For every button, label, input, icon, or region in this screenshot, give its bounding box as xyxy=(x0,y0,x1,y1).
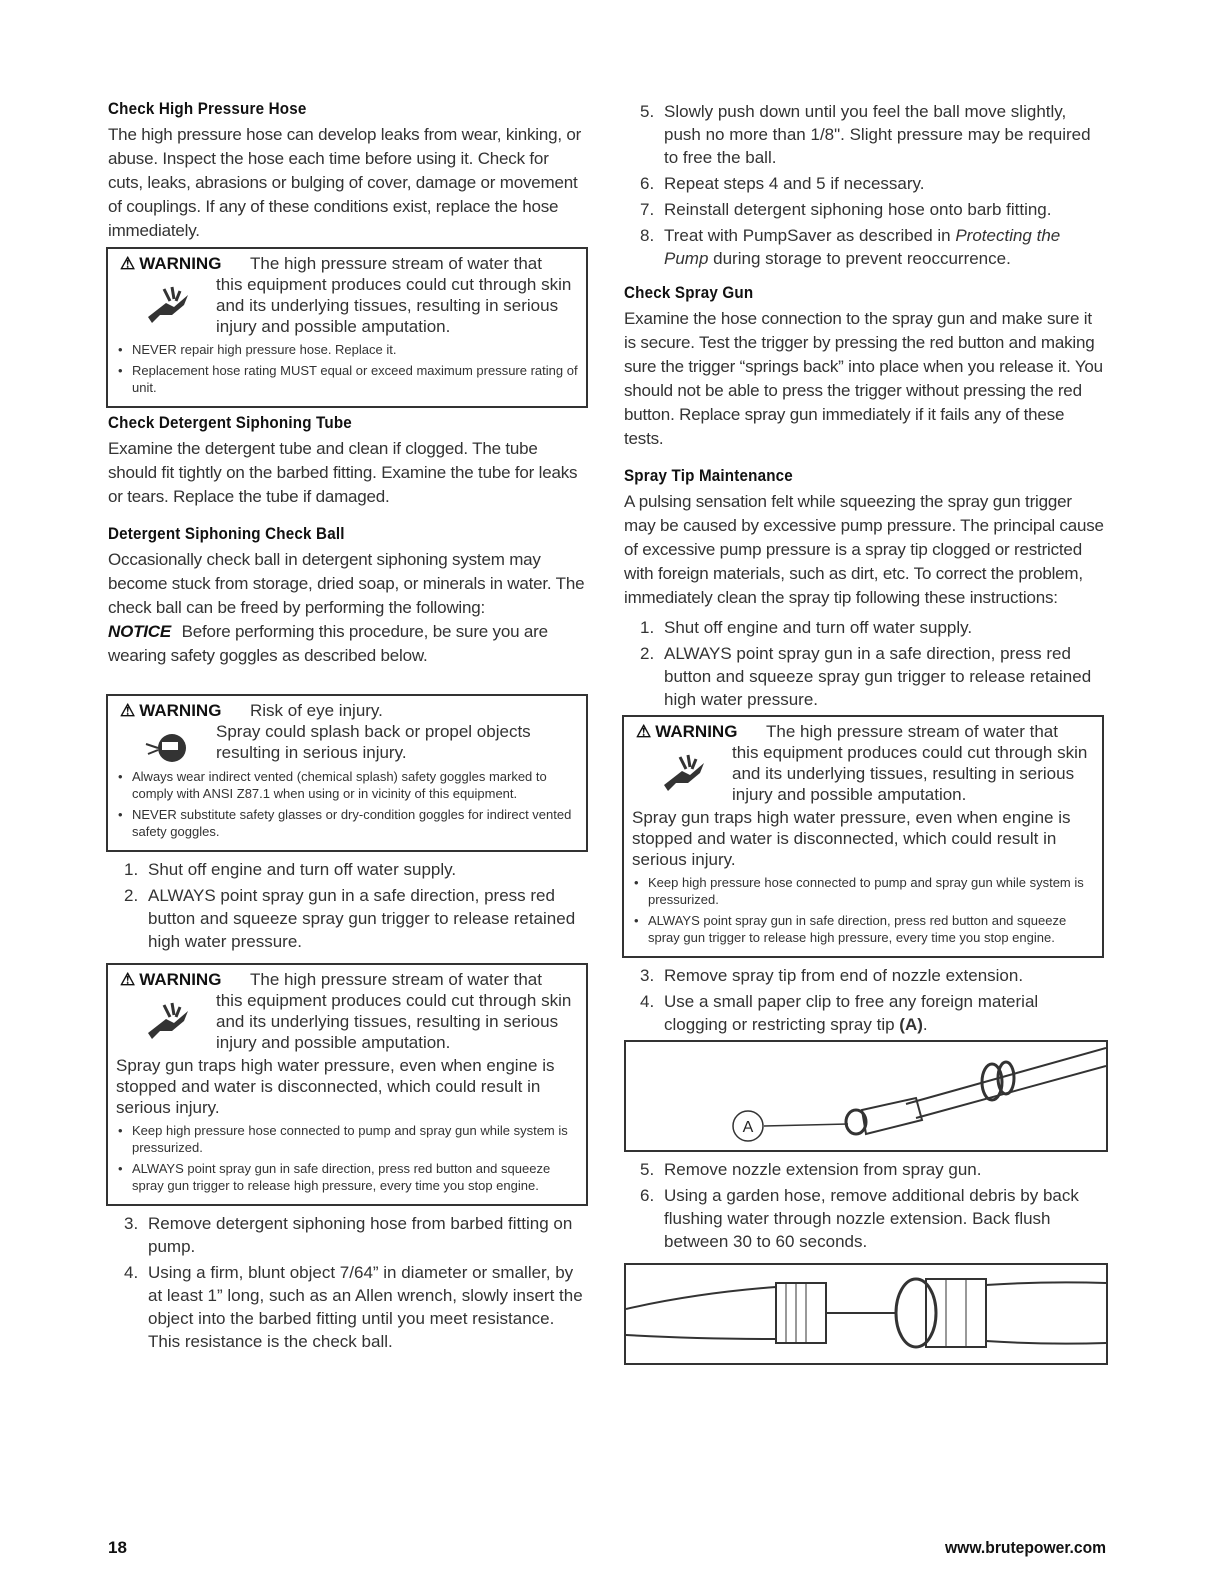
section-heading: Check Spray Gun xyxy=(624,284,754,302)
right-column xyxy=(624,100,1104,1371)
warning-label: ⚠ WARNING xyxy=(636,722,738,741)
section-spray-tip xyxy=(624,467,1104,610)
step-item: 5. Remove nozzle extension from spray gun. xyxy=(640,1160,982,1179)
warning-header xyxy=(116,700,578,764)
step-item: 3. Remove detergent siphoning hose from barbed fitting on pump. xyxy=(124,1214,573,1256)
warning-bullet: • ALWAYS point spray gun in safe direction, press red button and squeeze spray gun trigger to release high pressure, every time you stop engine. xyxy=(648,912,1094,946)
step-item: 6. Using a garden hose, remove additional debris by back flushing water through nozzle extension. Back flush between 30 to 60 seconds. xyxy=(640,1186,1079,1251)
protecting-pump-reference: Protecting the Pump xyxy=(664,226,1061,268)
step-item: 1. Shut off engine and turn off water supply. xyxy=(640,618,973,637)
step-item: 8. Treat with PumpSaver as described in Protecting the Pump during storage to prevent reoccurrence. xyxy=(640,226,1061,268)
step-item: 4. Using a firm, blunt object 7/64” in diameter or smaller, by at least 1” long, such as an Allen wrench, slowly insert the object into the barbed fitting until you meet resistance. This resistance is the check ball. xyxy=(124,1263,583,1351)
notice-text: Before performing this procedure, be sure you are wearing safety goggles as described below. xyxy=(108,622,548,665)
section-text: Occasionally check ball in detergent siphoning system may become stuck from storage, dried soap, or minerals in water. The check ball can be freed by performing the following: xyxy=(108,550,585,617)
spray-tip-diagram xyxy=(626,1042,1106,1150)
warning-text: this equipment produces could cut through skin and its underlying tissues, resulting in serious injury and possible amputation. xyxy=(216,991,572,1052)
warning-first-line: The high pressure stream of water that xyxy=(766,722,1058,741)
warning-box-pressure-right xyxy=(622,715,1104,958)
notice-label: NOTICE xyxy=(108,622,172,641)
section-check-ball xyxy=(108,525,588,668)
warning-extra-text: Spray gun traps high water pressure, even when engine is stopped and water is disconnected, which could result in serious injury. xyxy=(632,808,1071,869)
warning-text: this equipment produces could cut through skin and its underlying tissues, resulting in serious injury and possible amputation. xyxy=(216,275,572,336)
warning-label: ⚠ WARNING xyxy=(120,254,222,273)
nozzle-hose-diagram xyxy=(626,1265,1106,1363)
warning-extra-text: Spray gun traps high water pressure, even when engine is stopped and water is disconnected, which could result in serious injury. xyxy=(116,1056,555,1117)
steps-list xyxy=(108,1212,588,1353)
warning-triangle-icon: ⚠ xyxy=(120,701,136,720)
warning-bullet: • Replacement hose rating MUST equal or exceed maximum pressure rating of unit. xyxy=(132,362,578,396)
steps-list xyxy=(624,964,1104,1036)
left-column xyxy=(108,100,588,1356)
steps-list xyxy=(108,858,588,953)
page-number: 18 xyxy=(108,1538,127,1557)
steps-list xyxy=(624,100,1104,270)
hand-injury-icon xyxy=(660,749,708,797)
step-item: 2. ALWAYS point spray gun in a safe direction, press red button and squeeze spray gun trigger to release retained high water pressure. xyxy=(124,886,576,951)
website-link[interactable]: www.brutepower.com xyxy=(944,1538,1106,1557)
warning-first-line: The high pressure stream of water that xyxy=(250,254,542,273)
section-text: The high pressure hose can develop leaks from wear, kinking, or abuse. Inspect the hose each time before using it. Check for cuts, leaks, abrasions or bulging of cover, damage or movement of couplings. If any of these conditions exist, replace the hose immediately. xyxy=(108,125,582,240)
section-text: Examine the hose connection to the spray gun and make sure it is secure. Test the trigger by pressing the red button and making sure the trigger “springs back” into place when you release it. You should not be able to press the trigger without pressing the red button. Replace spray gun immediately if it fails any of these tests. xyxy=(624,309,1103,448)
steps-list xyxy=(624,616,1104,711)
section-heading: Check High Pressure Hose xyxy=(108,100,307,118)
step-item: 2. ALWAYS point spray gun in a safe direction, press red button and squeeze spray gun trigger to release retained high water pressure. xyxy=(640,644,1092,709)
section-text: A pulsing sensation felt while squeezing the spray gun trigger may be caused by excessive pump pressure. The principal cause of excessive pump pressure is a spray tip clogged or restricted with foreign materials, such as dirt, etc. To correct the problem, immediately clean the spray tip following these instructions: xyxy=(624,492,1104,607)
warning-bullet: • Always wear indirect vented (chemical splash) safety goggles marked to comply with ANSI Z87.1 when using or in vicinity of this equipment. xyxy=(132,768,578,802)
warning-triangle-icon: ⚠ xyxy=(120,254,136,273)
warning-bullet: • NEVER repair high pressure hose. Replace it. xyxy=(132,341,578,358)
step-item: 6. Repeat steps 4 and 5 if necessary. xyxy=(640,174,925,193)
hand-injury-icon xyxy=(144,281,192,329)
warning-label: ⚠ WARNING xyxy=(120,970,222,989)
figure-nozzle-hose xyxy=(624,1263,1108,1365)
hand-injury-icon xyxy=(144,997,192,1045)
warning-header xyxy=(116,969,578,1053)
warning-bullets xyxy=(116,768,578,840)
warning-bullets xyxy=(116,1122,578,1194)
section-check-spray-gun xyxy=(624,284,1104,451)
warning-triangle-icon: ⚠ xyxy=(636,722,652,741)
warning-bullet: • Keep high pressure hose connected to pump and spray gun while system is pressurized. xyxy=(132,1122,578,1156)
warning-box-hose xyxy=(106,247,588,408)
step-item: 4. Use a small paper clip to free any foreign material clogging or restricting spray tip (A). xyxy=(640,992,1039,1034)
section-heading: Spray Tip Maintenance xyxy=(624,467,793,485)
warning-box-pressure-left xyxy=(106,963,588,1206)
steps-list xyxy=(624,1158,1104,1253)
step-item: 1. Shut off engine and turn off water supply. xyxy=(124,860,457,879)
warning-first-line: Risk of eye injury. xyxy=(250,701,383,720)
warning-bullets xyxy=(116,341,578,396)
warning-header xyxy=(632,721,1094,805)
goggles-icon xyxy=(144,722,192,770)
warning-header xyxy=(116,253,578,337)
figure-callout-a: A xyxy=(742,1119,754,1136)
figure-spray-tip xyxy=(624,1040,1108,1152)
warning-bullet: • NEVER substitute safety glasses or dry-condition goggles for indirect vented safety goggles. xyxy=(132,806,578,840)
warning-bullets xyxy=(632,874,1094,946)
section-heading: Detergent Siphoning Check Ball xyxy=(108,525,345,543)
warning-box-eye xyxy=(106,694,588,852)
warning-text: this equipment produces could cut through skin and its underlying tissues, resulting in serious injury and possible amputation. xyxy=(732,743,1088,804)
warning-bullet: • Keep high pressure hose connected to pump and spray gun while system is pressurized. xyxy=(648,874,1094,908)
section-check-detergent-tube xyxy=(108,414,588,509)
section-text: Examine the detergent tube and clean if clogged. The tube should fit tightly on the barbed fitting. Examine the tube for leaks or tears. Replace the tube if damaged. xyxy=(108,439,578,506)
warning-first-line: The high pressure stream of water that xyxy=(250,970,542,989)
warning-label: ⚠ WARNING xyxy=(120,701,222,720)
warning-text: Spray could splash back or propel objects resulting in serious injury. xyxy=(216,722,531,762)
warning-triangle-icon: ⚠ xyxy=(120,970,136,989)
step-item: 7. Reinstall detergent siphoning hose onto barb fitting. xyxy=(640,200,1052,219)
warning-bullet: • ALWAYS point spray gun in safe direction, press red button and squeeze spray gun trigger to release high pressure, every time you stop engine. xyxy=(132,1160,578,1194)
section-heading: Check Detergent Siphoning Tube xyxy=(108,414,352,432)
section-check-high-pressure-hose xyxy=(108,100,588,408)
step-item: 5. Slowly push down until you feel the ball move slightly, push no more than 1/8". Slight pressure may be required to free the ball. xyxy=(640,102,1091,167)
step-item: 3. Remove spray tip from end of nozzle extension. xyxy=(640,966,1024,985)
notice-paragraph xyxy=(108,620,588,668)
